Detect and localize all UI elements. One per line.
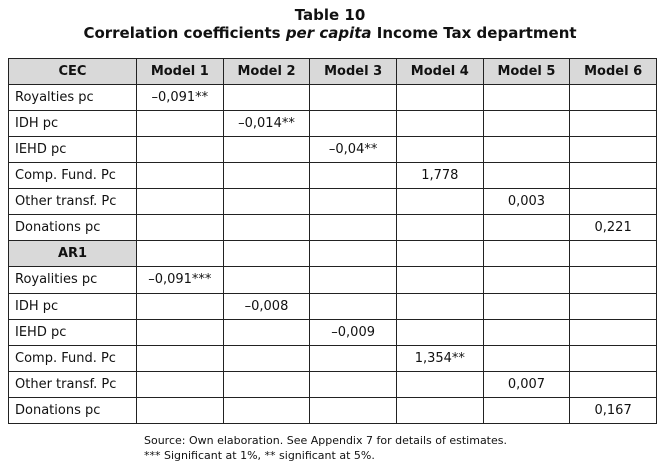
value-cell bbox=[223, 85, 310, 111]
table-row bbox=[9, 85, 657, 111]
caption-part: Income Tax department bbox=[371, 24, 577, 42]
value-cell bbox=[483, 163, 570, 189]
value-cell bbox=[396, 111, 483, 137]
value-cell bbox=[570, 189, 657, 215]
value-cell bbox=[570, 163, 657, 189]
value-cell bbox=[570, 345, 657, 371]
value-cell bbox=[223, 215, 310, 241]
value-cell bbox=[570, 293, 657, 319]
value-cell bbox=[396, 267, 483, 293]
value-cell bbox=[310, 189, 397, 215]
section-title: AR1 bbox=[9, 241, 137, 267]
value-cell bbox=[310, 267, 397, 293]
value-cell bbox=[137, 111, 224, 137]
value-cell: –0,091** bbox=[137, 85, 224, 111]
value-cell: –0,014** bbox=[223, 111, 310, 137]
value-cell bbox=[570, 85, 657, 111]
table-title bbox=[0, 6, 660, 43]
value-cell bbox=[310, 371, 397, 397]
row-label: IEHD pc bbox=[9, 319, 137, 345]
value-cell bbox=[137, 137, 224, 163]
table-row bbox=[9, 319, 657, 345]
value-cell bbox=[483, 111, 570, 137]
value-cell bbox=[396, 85, 483, 111]
value-cell bbox=[483, 293, 570, 319]
table-source-note bbox=[144, 433, 507, 463]
value-cell bbox=[396, 319, 483, 345]
significance-line: *** Significant at 1%, ** significant at 5%. bbox=[144, 449, 375, 462]
value-cell bbox=[223, 163, 310, 189]
table-body bbox=[9, 85, 657, 424]
row-label: Royalities pc bbox=[9, 267, 137, 293]
header-cell: Model 6 bbox=[570, 59, 657, 85]
value-cell bbox=[483, 215, 570, 241]
value-cell bbox=[310, 345, 397, 371]
value-cell bbox=[483, 397, 570, 423]
row-label: IEHD pc bbox=[9, 137, 137, 163]
row-label: Donations pc bbox=[9, 215, 137, 241]
value-cell bbox=[137, 371, 224, 397]
value-cell bbox=[137, 215, 224, 241]
value-cell bbox=[223, 397, 310, 423]
header-cell: Model 5 bbox=[483, 59, 570, 85]
table-row bbox=[9, 163, 657, 189]
header-cell: Model 4 bbox=[396, 59, 483, 85]
value-cell bbox=[310, 163, 397, 189]
value-cell bbox=[137, 319, 224, 345]
value-cell bbox=[570, 137, 657, 163]
value-cell bbox=[396, 215, 483, 241]
row-label: Donations pc bbox=[9, 397, 137, 423]
value-cell bbox=[223, 189, 310, 215]
value-cell bbox=[396, 293, 483, 319]
value-cell: 1,778 bbox=[396, 163, 483, 189]
value-cell bbox=[137, 293, 224, 319]
value-cell: –0,008 bbox=[223, 293, 310, 319]
empty-cell bbox=[570, 241, 657, 267]
header-cell: Model 1 bbox=[137, 59, 224, 85]
row-label: IDH pc bbox=[9, 293, 137, 319]
header-cell: Model 2 bbox=[223, 59, 310, 85]
value-cell bbox=[137, 345, 224, 371]
table-number: Table 10 bbox=[294, 6, 366, 24]
empty-cell bbox=[310, 241, 397, 267]
value-cell bbox=[396, 397, 483, 423]
value-cell bbox=[223, 267, 310, 293]
table-row bbox=[9, 215, 657, 241]
row-label: Other transf. Pc bbox=[9, 189, 137, 215]
table-row bbox=[9, 371, 657, 397]
value-cell bbox=[223, 319, 310, 345]
table-row bbox=[9, 137, 657, 163]
value-cell bbox=[310, 397, 397, 423]
value-cell bbox=[396, 137, 483, 163]
value-cell: 0,007 bbox=[483, 371, 570, 397]
table-row bbox=[9, 111, 657, 137]
value-cell bbox=[483, 85, 570, 111]
value-cell bbox=[223, 137, 310, 163]
value-cell bbox=[310, 111, 397, 137]
empty-cell bbox=[223, 241, 310, 267]
value-cell bbox=[483, 137, 570, 163]
value-cell: –0,04** bbox=[310, 137, 397, 163]
section-row bbox=[9, 241, 657, 267]
value-cell bbox=[570, 267, 657, 293]
table-caption bbox=[0, 24, 660, 43]
table-row bbox=[9, 345, 657, 371]
value-cell bbox=[483, 345, 570, 371]
empty-cell bbox=[396, 241, 483, 267]
value-cell bbox=[570, 371, 657, 397]
empty-cell bbox=[137, 241, 224, 267]
value-cell bbox=[137, 397, 224, 423]
table-row bbox=[9, 397, 657, 423]
source-line: Source: Own elaboration. See Appendix 7 for details of estimates. bbox=[144, 434, 507, 447]
header-cell: CEC bbox=[9, 59, 137, 85]
row-label: Comp. Fund. Pc bbox=[9, 345, 137, 371]
row-label: Other transf. Pc bbox=[9, 371, 137, 397]
value-cell: –0,091*** bbox=[137, 267, 224, 293]
row-label: IDH pc bbox=[9, 111, 137, 137]
value-cell bbox=[223, 371, 310, 397]
value-cell bbox=[483, 267, 570, 293]
table-row bbox=[9, 189, 657, 215]
value-cell bbox=[483, 319, 570, 345]
value-cell bbox=[137, 189, 224, 215]
value-cell bbox=[310, 215, 397, 241]
value-cell bbox=[310, 85, 397, 111]
caption-italic: per capita bbox=[285, 24, 372, 42]
header-row bbox=[9, 59, 657, 85]
row-label: Comp. Fund. Pc bbox=[9, 163, 137, 189]
row-label: Royalties pc bbox=[9, 85, 137, 111]
value-cell bbox=[396, 189, 483, 215]
value-cell bbox=[396, 371, 483, 397]
empty-cell bbox=[483, 241, 570, 267]
value-cell: 0,221 bbox=[570, 215, 657, 241]
value-cell bbox=[137, 163, 224, 189]
value-cell bbox=[570, 319, 657, 345]
value-cell bbox=[223, 345, 310, 371]
table-row bbox=[9, 293, 657, 319]
value-cell: 1,354** bbox=[396, 345, 483, 371]
value-cell: –0,009 bbox=[310, 319, 397, 345]
value-cell: 0,167 bbox=[570, 397, 657, 423]
value-cell: 0,003 bbox=[483, 189, 570, 215]
value-cell bbox=[310, 293, 397, 319]
correlation-table bbox=[8, 58, 657, 424]
header-cell: Model 3 bbox=[310, 59, 397, 85]
value-cell bbox=[570, 111, 657, 137]
table-row bbox=[9, 267, 657, 293]
caption-part: Correlation coefficients bbox=[83, 24, 286, 42]
